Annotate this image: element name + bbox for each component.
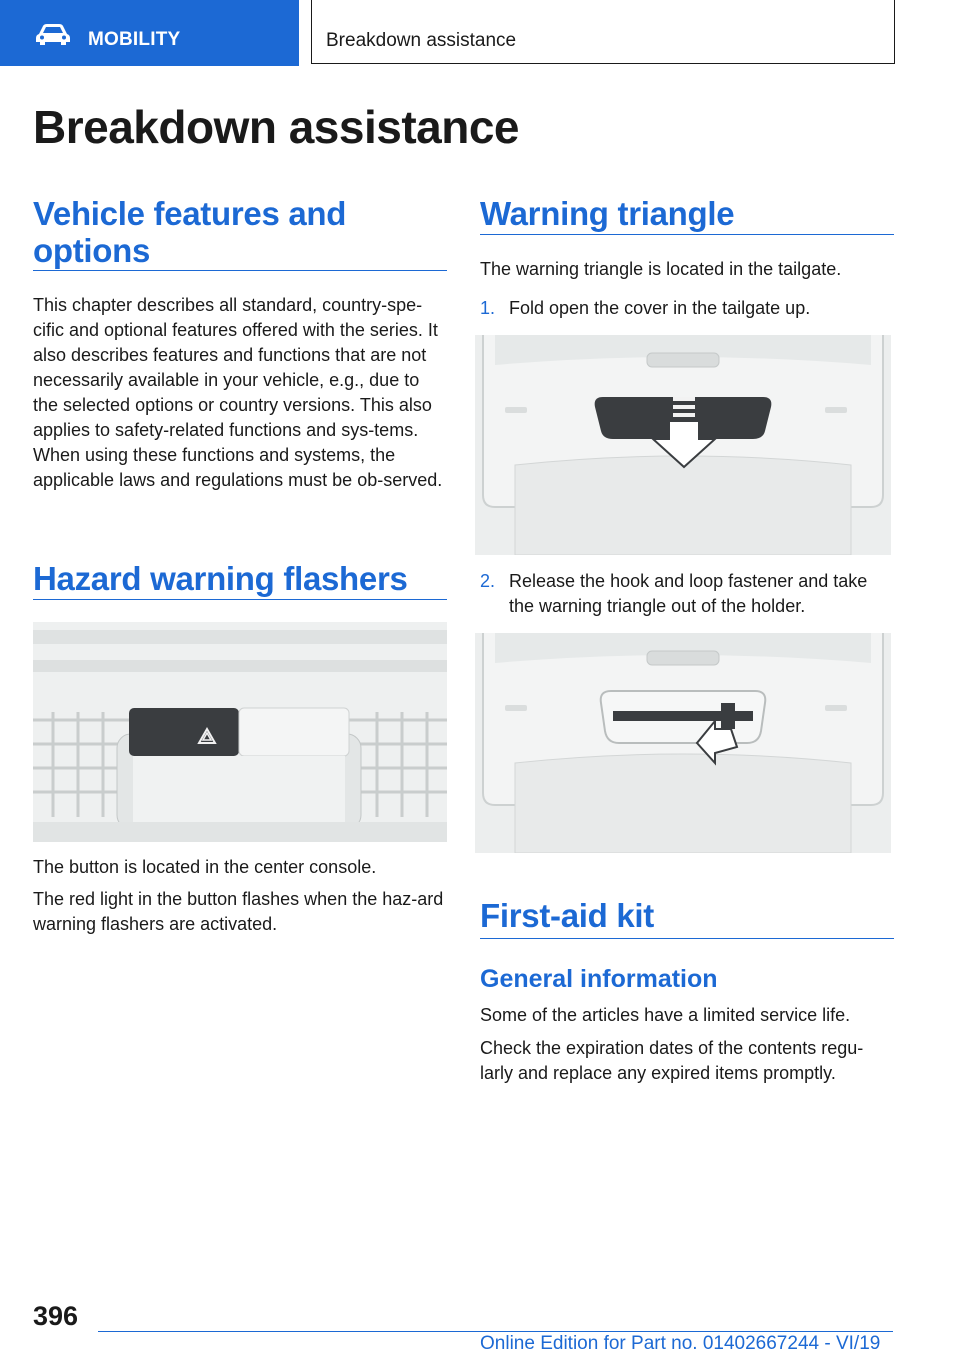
heading-first-aid-kit: First-aid kit: [480, 897, 654, 934]
heading-rule: [33, 599, 447, 600]
heading-warning-triangle: Warning triangle: [480, 195, 735, 232]
step-text: Fold open the cover in the tailgate up.: [509, 298, 811, 318]
step-number: 1.: [480, 298, 496, 318]
hazard-console-illustration: [33, 622, 447, 842]
step-2: [480, 569, 894, 621]
breadcrumb: [311, 0, 895, 64]
section-label: MOBILITY: [88, 29, 181, 50]
page-title: Breakdown assistance: [33, 101, 520, 153]
hazard-location-text: The button is located in the center console.: [33, 857, 377, 877]
car-icon: [34, 22, 72, 46]
step-1: [480, 296, 894, 322]
page-number: 396: [33, 1301, 79, 1331]
heading-rule: [480, 234, 894, 235]
vehicle-features-text: This chapter describes all standard, country-spe-cific and optional features offered with the series. It also describes features and functions that are not necessarily available in your vehicle, e.g., due to the selected options or country versions. This also applies to safety-related functions and sys-tems. When using these functions and systems, the applicable laws and regulations must be ob-served.: [33, 295, 443, 490]
tailgate-cover-image: [475, 335, 891, 555]
hazard-button-image: [33, 622, 447, 842]
first-aid-text-1: Some of the articles have a limited service life.: [480, 1005, 851, 1025]
subheading-general-information: General information: [480, 965, 718, 993]
step-number: 2.: [480, 571, 496, 591]
heading-hazard-flashers: Hazard warning flashers: [33, 560, 408, 597]
heading-rule: [480, 938, 894, 939]
heading-rule: [33, 270, 447, 271]
warning-triangle-intro: The warning triangle is located in the tailgate.: [480, 259, 842, 279]
tailgate-cover-illustration: [475, 335, 891, 555]
first-aid-text-2: Check the expiration dates of the contents regu-larly and replace any expired items promptly.: [480, 1038, 864, 1083]
breadcrumb-text: Breakdown assistance: [326, 30, 517, 51]
section-tab: [0, 0, 299, 66]
footer-edition: Online Edition for Part no. 01402667244 - VI/19: [480, 1333, 881, 1354]
hazard-light-text: The red light in the button flashes when the haz-ard warning flashers are activated.: [33, 889, 444, 934]
step-text: Release the hook and loop fastener and take the warning triangle out of the holder.: [509, 571, 868, 616]
heading-vehicle-features: Vehicle features and options: [33, 195, 347, 269]
triangle-holder-illustration: [475, 633, 891, 853]
triangle-holder-image: [475, 633, 891, 853]
footer-rule: [98, 1331, 893, 1332]
